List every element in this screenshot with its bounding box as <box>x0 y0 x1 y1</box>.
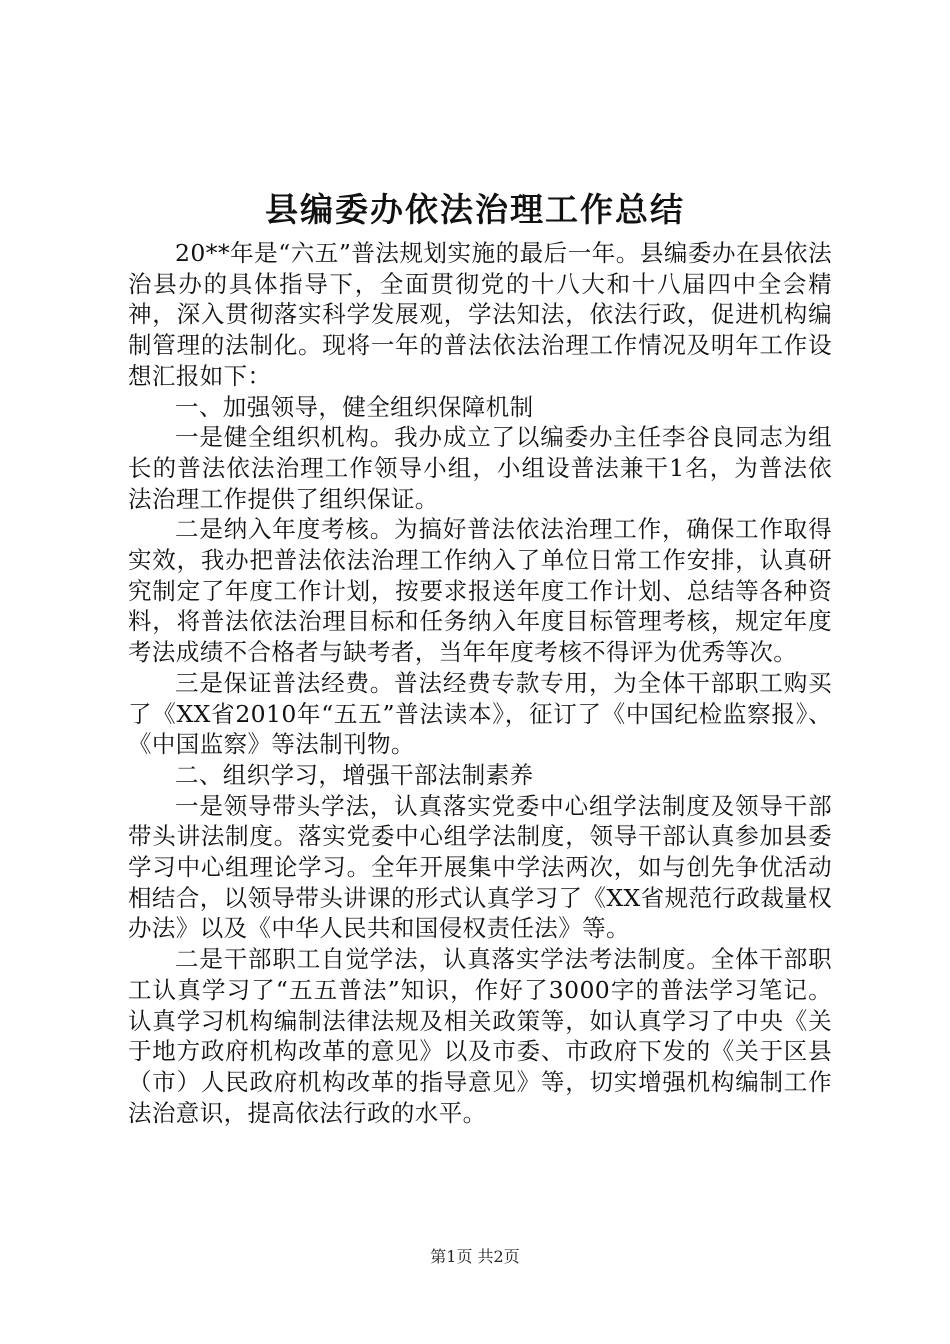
page-footer: 第1页 共2页 <box>430 1247 520 1266</box>
section-heading-1: 一、加强领导，健全组织保障机制 <box>175 392 534 421</box>
section-heading-2: 二、组织学习，增强干部法制素养 <box>175 760 534 789</box>
body-paragraph: 一是领导带头学法，认真落实党委中心组学法制度及领导干部带头讲法制度。落实党委中心组学法制度，领导干部认真参加县委学习中心组理论学习。全年开展集中学法两次，如与创先争优活动相结合，以领导带头讲课的形式认真学习了《XX省规范行政裁量权办法》以及《中华人民共和国侵权责任法》等。 <box>128 791 832 943</box>
body-paragraph: 三是保证普法经费。普法经费专款专用，为全体干部职工购买了《XX省2010年“五五”普法读本》，征订了《中国纪检监察报》、《中国监察》等法制刊物。 <box>128 668 832 759</box>
intro-paragraph: 20**年是“六五”普法规划实施的最后一年。县编委办在县依法治县办的具体指导下，全面贯彻党的十八大和十八届四中全会精神，深入贯彻落实科学发展观，学法知法，依法行政，促进机构编制管理的法制化。现将一年的普法依法治理工作情况及明年工作设想汇报如下： <box>128 239 832 390</box>
body-paragraph: 二是纳入年度考核。为搞好普法依法治理工作，确保工作取得实效，我办把普法依法治理工作纳入了单位日常工作安排，认真研究制定了年度工作计划，按要求报送年度工作计划、总结等各种资料，将普法依法治理目标和任务纳入年度目标管理考核，规定年度考法成绩不合格者与缺考者，当年年度考核不得评为优秀等次。 <box>128 515 832 667</box>
document-title: 县编委办依法治理工作总结 <box>265 190 685 229</box>
body-paragraph: 二是干部职工自觉学法，认真落实学法考法制度。全体干部职工认真学习了“五五普法”知识，作好了3000字的普法学习笔记。认真学习机构编制法律法规及相关政策等，如认真学习了中央《关于地方政府机构改革的意见》以及市委、市政府下发的《关于区县（市）人民政府机构改革的指导意见》等，切实增强机构编制工作法治意识，提高依法行政的水平。 <box>128 945 832 1127</box>
body-paragraph: 一是健全组织机构。我办成立了以编委办主任李谷良同志为组长的普法依法治理工作领导小组，小组设普法兼干1名，为普法依法治理工作提供了组织保证。 <box>128 423 832 513</box>
document-body <box>128 238 832 1128</box>
